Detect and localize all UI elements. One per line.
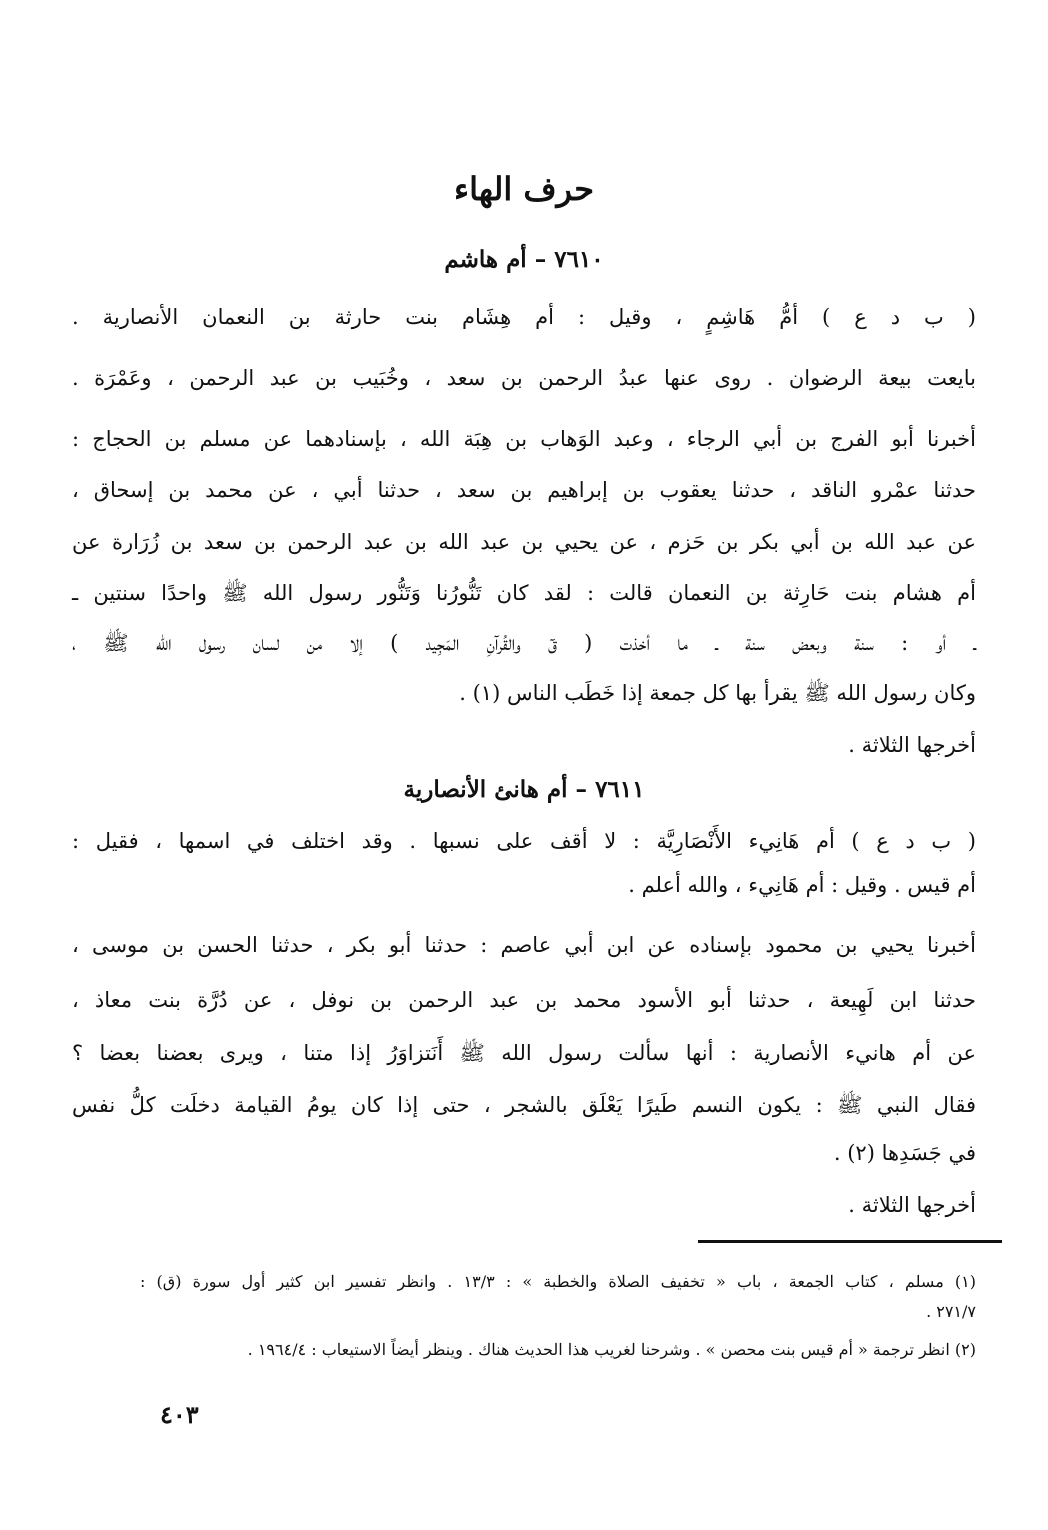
entry-line: ( ب د ع ) أم هَانِيء الأَنْصَارِيَّة : لا أقف على نسبها . وقد اختلف في اسمها ، فقيل :: [72, 829, 976, 853]
entry-line: عن عبد الله بن أبي بكر بن حَزم ، عن يحيي بن عبد الله بن عبد الرحمن بن سعد بن زُرَارة عن: [72, 530, 976, 554]
entry-line: حدثنا عمْرو الناقد ، حدثنا يعقوب بن إبراهيم بن سعد ، حدثنا أبي ، عن محمد بن إسحاق ،: [72, 478, 976, 502]
entry-line: وكان رسول الله ﷺ يقرأ بها كل جمعة إذا خَطَب الناس (١) .: [459, 681, 976, 705]
entry-line: أم هشام بنت حَارِثة بن النعمان قالت : لقد كان تَنُّورُنا وَتَنُّور رسول الله ﷺ واحدًا سنتين ـ: [72, 581, 976, 605]
entry-line: أم قيس . وقيل : أم هَانِيء ، والله أعلم .: [628, 873, 976, 897]
entry-line: ( ب د ع ) أمُّ هَاشِمٍ ، وقيل : أم هِشَام بنت حارثة بن النعمان الأنصارية .: [72, 305, 976, 329]
entry-heading-7611: ٧٦١١ – أم هانئ الأنصارية: [403, 776, 645, 803]
entry-line: أخبرنا أبو الفرج بن أبي الرجاء ، وعبد الوَهاب بن هِبَة الله ، بإسنادهما عن مسلم بن الحجاج :: [72, 427, 976, 451]
entry-line: حدثنا ابن لَهِيعة ، حدثنا أبو الأسود محمد بن عبد الرحمن بن نوفل ، عن دُرَّة بنت معاذ ،: [72, 988, 976, 1012]
entry-line: بايعت بيعة الرضوان . روى عنها عبدُ الرحمن بن سعد ، وخُبَيب بن عبد الرحمن ، وعَمْرَة .: [72, 366, 976, 390]
entry-closing: أخرجها الثلاثة .: [848, 1193, 976, 1217]
page-number: ٤٠٣: [160, 1400, 199, 1429]
footnote-2: (٢) انظر ترجمة « أم قيس بنت محصن » . وشرحنا لغريب هذا الحديث هناك . وينظر أيضاً الاستيعاب : ١٩٦٤/٤ .: [247, 1340, 976, 1359]
entry-line: ـ أو : سنة وبعض سنة ـ ما أخذت ( قٓ والقُرآنِ المَجِيد ) إلا من لسان رسول الله ﷺ ،: [72, 631, 976, 655]
entry-heading-7610: ٧٦١٠ – أم هاشم: [444, 246, 604, 273]
entry-line: عن أم هانيء الأنصارية : أنها سألت رسول الله ﷺ أَنَتزاوَرُ إذا متنا ، ويرى بعضنا بعضا ؟: [72, 1041, 976, 1065]
chapter-title: حرف الهاء: [454, 170, 594, 208]
entry-closing: أخرجها الثلاثة .: [848, 733, 976, 757]
footnote-1: (١) مسلم ، كتاب الجمعة ، باب « تخفيف الصلاة والخطبة » : ١٣/٣ . وانظر تفسير ابن كثير أول سورة (ق) :: [140, 1272, 976, 1291]
entry-line: في جَسَدِها (٢) .: [833, 1141, 976, 1165]
entry-line: فقال النبي ﷺ : يكون النسم طَيرًا يَعْلَق بالشجر ، حتى إذا كان يومُ القيامة دخلَت كلُّ نفس: [72, 1093, 976, 1117]
entry-line: أخبرنا يحيي بن محمود بإسناده عن ابن أبي عاصم : حدثنا أبو بكر ، حدثنا الحسن بن موسى ،: [72, 933, 976, 957]
footnote-1-cont: ٢٧١/٧ .: [926, 1302, 976, 1321]
footnote-separator: [698, 1240, 1002, 1243]
